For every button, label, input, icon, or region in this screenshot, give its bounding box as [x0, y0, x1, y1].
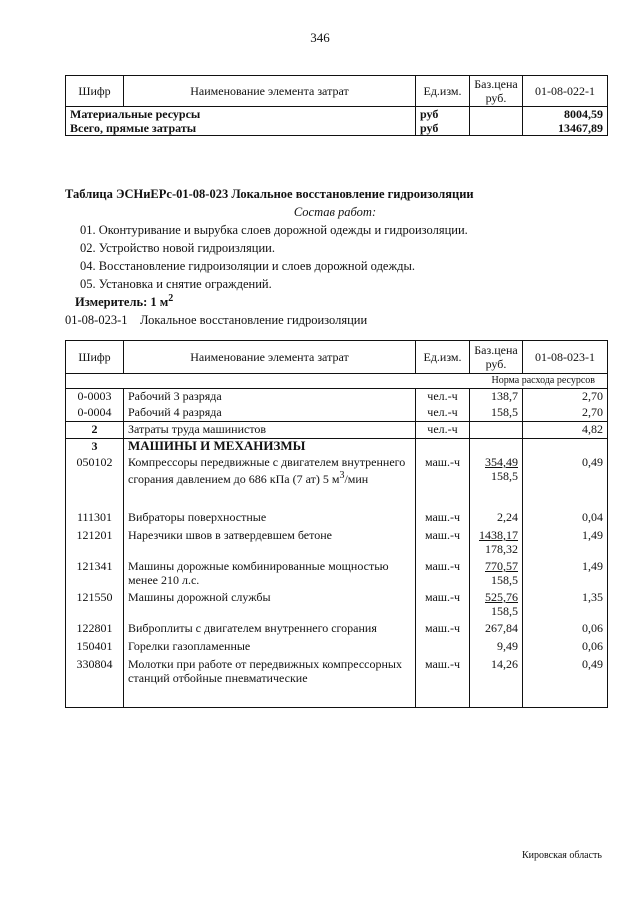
- row-price-main: 354,49: [485, 455, 518, 469]
- row-price: [470, 455, 523, 510]
- row-name: Материальные ресурсы: [66, 107, 416, 122]
- header-name: Наименование элемента затрат: [124, 76, 416, 107]
- row-name: [124, 559, 416, 590]
- row-unit: [416, 639, 470, 657]
- row-price: [470, 621, 523, 639]
- row-price: [470, 121, 523, 136]
- row-price: [470, 439, 523, 456]
- row-price-main: 2,24: [497, 510, 518, 524]
- row-name-text: МАШИНЫ И МЕХАНИЗМЫ: [128, 438, 306, 453]
- norm-label: Норма расхода ресурсов: [470, 374, 608, 389]
- row-price-main: 158,5: [491, 405, 518, 419]
- row-value: 0,06: [523, 639, 608, 657]
- row-code: 122801: [66, 621, 124, 639]
- row-name: [124, 639, 416, 657]
- row-name-text: Машины дорожные комбинированные мощностью менее 210 л.с.: [128, 559, 389, 587]
- row-name-sup: 3: [339, 470, 345, 481]
- table-row: [66, 559, 608, 590]
- table-row: [66, 121, 608, 136]
- row-price: [470, 559, 523, 590]
- row-unit: маш.-ч: [416, 621, 470, 639]
- row-name: [124, 621, 416, 639]
- page-number: 346: [310, 30, 330, 45]
- row-price-main: 1438,17: [479, 528, 518, 542]
- row-unit: маш.-ч: [416, 559, 470, 590]
- row-price-secondary: 158,5: [491, 469, 518, 483]
- row-name: [124, 510, 416, 528]
- row-unit: маш.-ч: [416, 590, 470, 621]
- row-value: 1,35: [523, 590, 608, 621]
- region-footer: Кировская область: [521, 850, 602, 861]
- row-value: 13467,89: [523, 121, 608, 136]
- row-unit: чел.-ч: [416, 389, 470, 406]
- row-code: 050102: [66, 455, 124, 510]
- table-header-row: [66, 76, 608, 107]
- row-price: [470, 510, 523, 528]
- work-item: 01. Оконтуривание и вырубка слоев дорожной одежды и гидроизоляции.: [80, 223, 468, 237]
- table-row: [66, 439, 608, 456]
- row-unit: [416, 439, 470, 456]
- meter-line: [75, 293, 173, 310]
- row-price: [470, 405, 523, 422]
- row-value: 0,49: [523, 657, 608, 708]
- row-price: [470, 389, 523, 406]
- row-name-text: Машины дорожной службы: [128, 590, 271, 604]
- header-price: Баз.цена руб.: [470, 76, 523, 107]
- subsection-title: [65, 313, 367, 328]
- meter-sup: 2: [168, 293, 174, 304]
- table-row: [66, 405, 608, 422]
- row-price: [470, 422, 523, 439]
- row-value: 2,70: [523, 389, 608, 406]
- header-value: 01-08-023-1: [523, 341, 608, 374]
- row-name-text: Нарезчики швов в затвердевшем бетоне: [128, 528, 332, 542]
- subsection-text: Локальное восстановление гидроизоляции: [140, 313, 368, 327]
- norm-spacer: [66, 374, 470, 389]
- table-row: [66, 621, 608, 639]
- row-code: 150401: [66, 639, 124, 657]
- row-unit: маш.-ч: [416, 657, 470, 708]
- row-price-main: 14,26: [491, 657, 518, 671]
- row-price-main: 267,84: [485, 621, 518, 635]
- header-value: 01-08-022-1: [523, 76, 608, 107]
- header-unit: Ед.изм.: [416, 341, 470, 374]
- row-price: [470, 639, 523, 657]
- row-code: 3: [66, 439, 124, 456]
- row-price: [470, 107, 523, 122]
- row-name: [124, 422, 416, 439]
- row-price-main: 9,49: [497, 639, 518, 653]
- row-name: [124, 439, 416, 456]
- row-value: [523, 439, 608, 456]
- row-value: 2,70: [523, 405, 608, 422]
- table-row: [66, 657, 608, 708]
- row-value: 4,82: [523, 422, 608, 439]
- row-unit: маш.-ч: [416, 528, 470, 559]
- row-price: [470, 590, 523, 621]
- row-name-text: Вибраторы поверхностные: [128, 510, 267, 524]
- row-name: [124, 389, 416, 406]
- row-name: [124, 455, 416, 510]
- row-name: [124, 405, 416, 422]
- row-value: 1,49: [523, 528, 608, 559]
- row-unit: руб: [416, 121, 470, 136]
- row-unit: чел.-ч: [416, 405, 470, 422]
- work-composition-title: Состав работ:: [293, 205, 377, 219]
- row-value: 0,49: [523, 455, 608, 510]
- resources-body: [66, 389, 608, 708]
- row-code: 0-0004: [66, 405, 124, 422]
- summary-table: [65, 75, 608, 136]
- row-unit: чел.-ч: [416, 422, 470, 439]
- norm-row: [66, 374, 608, 389]
- table-row: [66, 510, 608, 528]
- work-item: 04. Восстановление гидроизоляции и слоев дорожной одежды.: [80, 259, 416, 273]
- row-name-text: Горелки газопламенные: [128, 639, 251, 653]
- row-code: 111301: [66, 510, 124, 528]
- row-price: [470, 657, 523, 708]
- row-value: 0,04: [523, 510, 608, 528]
- row-value: 0,06: [523, 621, 608, 639]
- table-row: [66, 590, 608, 621]
- row-code: 2: [66, 422, 124, 439]
- resources-table: [65, 340, 608, 708]
- row-name-text: Рабочий 4 разряда: [128, 405, 222, 419]
- row-unit: руб: [416, 107, 470, 122]
- header-unit: Ед.изм.: [416, 76, 470, 107]
- row-name-text: Затраты труда машинистов: [128, 422, 267, 436]
- row-name: [124, 590, 416, 621]
- row-price-main: 770,57: [485, 559, 518, 573]
- row-name: [124, 657, 416, 708]
- table-row: [66, 455, 608, 510]
- row-code: 121341: [66, 559, 124, 590]
- row-name: Всего, прямые затраты: [66, 121, 416, 136]
- row-value: 1,49: [523, 559, 608, 590]
- row-name-text: Рабочий 3 разряда: [128, 389, 222, 403]
- table-row: [66, 422, 608, 439]
- row-price: [470, 528, 523, 559]
- table-row: [66, 389, 608, 406]
- row-price-secondary: 158,5: [491, 573, 518, 587]
- row-value: 8004,59: [523, 107, 608, 122]
- row-name-text: Виброплиты с двигателем внутреннего сгорания: [128, 621, 377, 635]
- row-price-main: 525,76: [485, 590, 518, 604]
- work-item: 02. Устройство новой гидроизляции.: [80, 241, 275, 255]
- row-price-main: 138,7: [491, 389, 518, 403]
- work-item: 05. Установка и снятие ограждений.: [80, 277, 272, 291]
- header-code: Шифр: [66, 76, 124, 107]
- row-name-text: Компрессоры передвижные с двигателем внутреннего сгорания давлением до 686 кПа (7 ат) 5 м: [128, 455, 406, 486]
- header-price: Баз.цена руб.: [470, 341, 523, 374]
- row-price-secondary: 178,32: [485, 542, 518, 556]
- row-name: [124, 528, 416, 559]
- header-name: Наименование элемента затрат: [124, 341, 416, 374]
- row-code: 121550: [66, 590, 124, 621]
- row-code: 330804: [66, 657, 124, 708]
- header-code: Шифр: [66, 341, 124, 374]
- table-row: [66, 639, 608, 657]
- table-row: [66, 107, 608, 122]
- meter-label: Измеритель: 1 м: [75, 295, 169, 310]
- row-code: 121201: [66, 528, 124, 559]
- row-name-text: Молотки при работе от передвижных компрессорных станций отбойные пневматические: [128, 657, 402, 685]
- table-header-row: [66, 341, 608, 374]
- row-name-tail: /мин: [344, 472, 369, 486]
- table-title: Таблица ЭСНиЕРс-01-08-023 Локальное восстановление гидроизоляции: [65, 187, 474, 201]
- row-code: 0-0003: [66, 389, 124, 406]
- row-unit: маш.-ч: [416, 510, 470, 528]
- row-price-secondary: 158,5: [491, 604, 518, 618]
- table-row: [66, 528, 608, 559]
- row-unit: маш.-ч: [416, 455, 470, 510]
- subsection-code: 01-08-023-1: [65, 313, 128, 327]
